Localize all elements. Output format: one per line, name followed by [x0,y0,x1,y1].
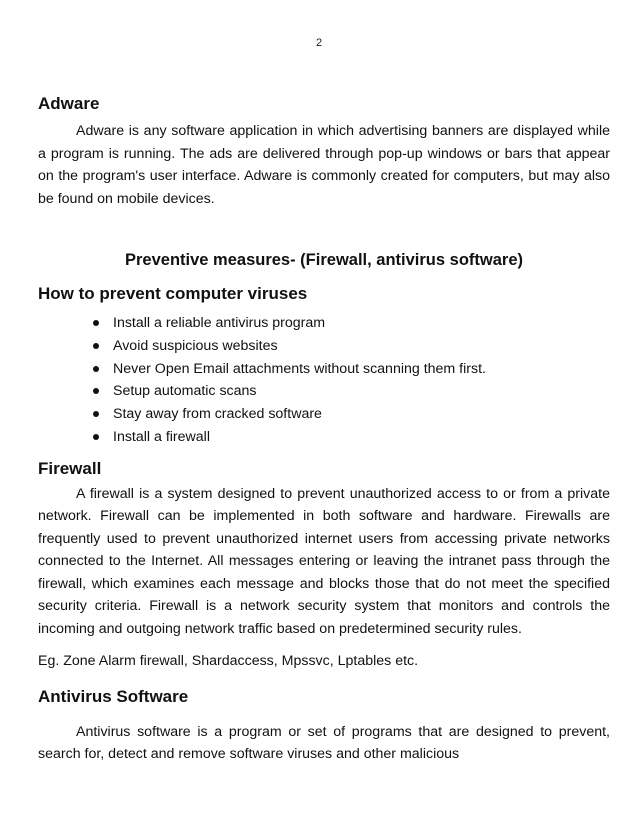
list-item: Stay away from cracked software [113,403,610,426]
firewall-heading: Firewall [38,458,102,478]
document-content [38,92,610,766]
list-item: Setup automatic scans [113,380,610,403]
how-to-prevent-heading: How to prevent computer viruses [38,284,308,303]
list-item: Never Open Email attachments without scanning them first. [113,358,610,381]
antivirus-heading: Antivirus Software [38,686,189,706]
list-item: Install a firewall [113,426,610,449]
adware-heading: Adware [38,94,100,113]
page-number: 2 [315,37,323,49]
firewall-examples: Eg. Zone Alarm firewall, Shardaccess, Mpssvc, Lptables etc. [38,653,419,670]
preventive-measures-heading: Preventive measures- (Firewall, antivirus software) [125,251,523,269]
list-item: Avoid suspicious websites [113,335,610,358]
prevention-list [38,312,610,449]
list-item: Install a reliable antivirus program [113,312,610,335]
antivirus-paragraph: Antivirus software is a program or set of programs that are designed to prevent, search for, detect and remove software viruses and other malicious [38,723,610,763]
firewall-paragraph: A firewall is a system designed to prevent unauthorized access to or from a private network. Firewall can be implemented in both software and hardware. Firewalls are frequently used to prevent unauthorized internet users from accessing private networks connected to the Internet. All messages entering or leaving the intranet pass through the firewall, which examines each message and blocks those that do not meet the specified security criteria. Firewall is a network security system that monitors and controls the incoming and outgoing network traffic based on predetermined security rules. [38,485,610,637]
adware-paragraph: Adware is any software application in which advertising banners are displayed while a program is running. The ads are delivered through pop-up windows or bars that appear on the program's user interface. Adware is commonly created for computers, but may also be found on mobile devices. [38,123,610,207]
